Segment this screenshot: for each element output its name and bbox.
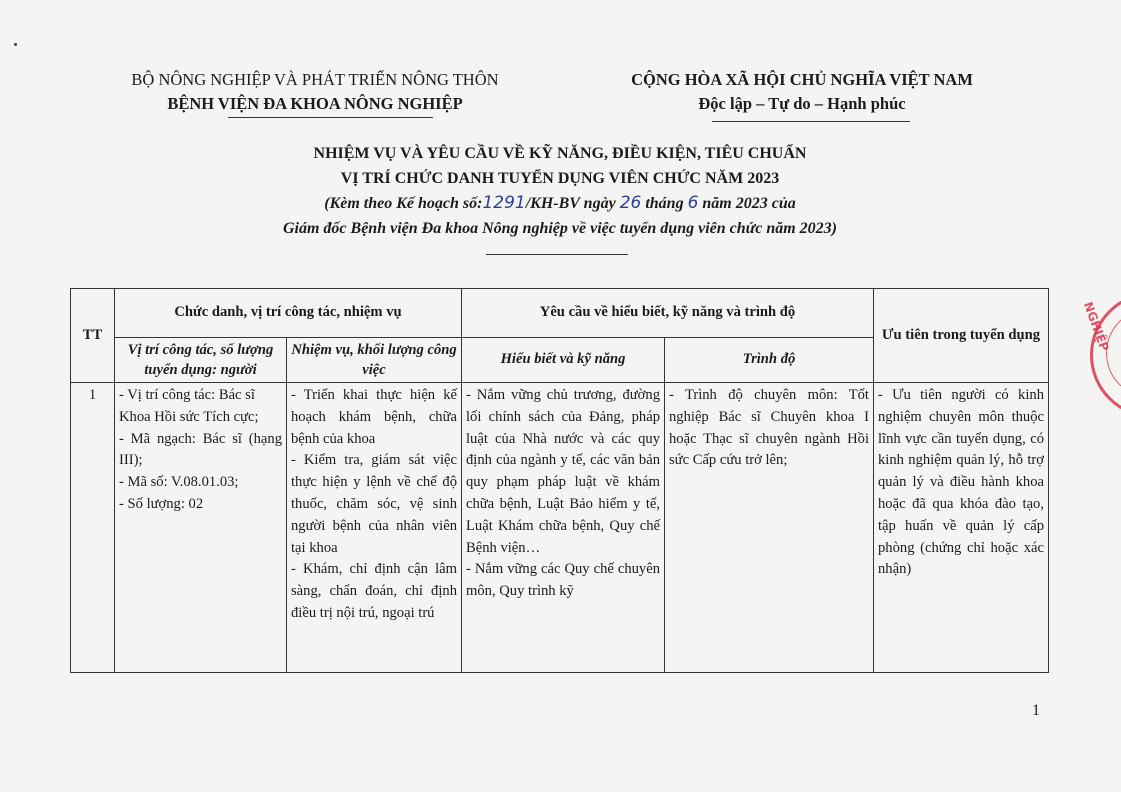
duty-item: - Kiểm tra, giám sát việc thực hiện y lệnh về chế độ thuốc, chăm sóc, vệ sinh người bệnh của nhân viên tại khoa	[291, 452, 457, 556]
position-line: - Số lượng: 02	[119, 495, 204, 512]
header-duties: Nhiệm vụ, khối lượng công việc	[287, 338, 462, 383]
title-line-4: Giám đốc Bệnh viện Đa khoa Nông nghiệp về việc tuyển dụng viên chức năm 2023)	[282, 220, 837, 237]
knowledge-item: - Nắm vững các Quy chế chuyên môn, Quy trình kỹ	[466, 561, 660, 600]
table-header-row-1	[71, 289, 1049, 338]
motto: Độc lập – Tự do – Hạnh phúc	[698, 94, 906, 113]
row-position	[115, 383, 287, 673]
position-line: - Vị trí công tác: Bác sĩ	[119, 387, 255, 403]
title-line-3-a: (Kèm theo Kế hoạch số:	[324, 195, 483, 212]
requirements-table	[70, 288, 1049, 673]
hospital-name: BỆNH VIỆN ĐA KHOA NÔNG NGHIỆP	[167, 94, 463, 113]
handwritten-month: 6	[687, 193, 699, 213]
title-line-3-d: năm 2023 của	[702, 195, 796, 212]
title-line-3	[90, 191, 1030, 216]
position-line: - Mã ngạch: Bác sĩ (hạng III);	[119, 430, 282, 469]
stamp-text: NGHIỆP	[1080, 300, 1112, 354]
header-left	[70, 68, 560, 116]
hospital-underline	[228, 117, 433, 118]
title-underline	[486, 254, 628, 255]
header-priority: Ưu tiên trong tuyển dụng	[874, 289, 1049, 383]
header-tt: TT	[71, 289, 115, 383]
scan-speck	[14, 43, 17, 46]
title-line-2: VỊ TRÍ CHỨC DANH TUYỂN DỤNG VIÊN CHỨC NĂM 2023	[340, 170, 780, 187]
header-right	[592, 68, 1012, 116]
header-requirements-text: Yêu cầu về hiểu biết, kỹ năng và trình độ	[539, 304, 796, 321]
position-line: Khoa Hồi sức Tích cực;	[119, 408, 259, 425]
row-level: - Trình độ chuyên môn: Tốt nghiệp Bác sĩ Chuyên khoa I hoặc Thạc sĩ chuyên ngành Hồi sức Cấp cứu trở lên;	[665, 383, 874, 673]
duty-item: - Khám, chỉ định cận lâm sàng, chẩn đoán, chỉ định điều trị nội trú, ngoại trú	[291, 561, 457, 621]
row-knowledge	[462, 383, 665, 673]
row-priority: - Ưu tiên người có kinh nghiệm chuyên môn thuộc lĩnh vực cần tuyển dụng, có kinh nghiệm quản lý, hỗ trợ quản lý và điều hành khoa hoặc đã qua khóa đào tạo, tập huấn về quản lý cấp phòng (chứng chỉ hoặc xác nhận)	[874, 383, 1049, 673]
handwritten-plan-number: 1291	[482, 193, 526, 213]
header-knowledge: Hiểu biết và kỹ năng	[462, 338, 665, 383]
header-group: Chức danh, vị trí công tác, nhiệm vụ	[115, 289, 462, 338]
knowledge-item: - Nắm vững chủ trương, đường lối chính sách của Đảng, pháp luật của Nhà nước và các quy định của ngành y tế, các văn bản quy phạm pháp luật về khám chữa bệnh, Luật Bảo hiểm y tế, Luật Khám chữa bệnh, Quy chế Bệnh viện…	[466, 387, 660, 556]
page-number: 1	[1032, 702, 1040, 719]
country-name: CỘNG HÒA XÃ HỘI CHỦ NGHĨA VIỆT NAM	[631, 70, 973, 89]
motto-underline	[712, 121, 910, 122]
ministry-name: BỘ NÔNG NGHIỆP VÀ PHÁT TRIỂN NÔNG THÔN	[131, 70, 499, 89]
title-line-3-b: /KH-BV ngày	[525, 195, 616, 212]
title-line-1: NHIỆM VỤ VÀ YÊU CẦU VỀ KỸ NĂNG, ĐIỀU KIỆN, TIÊU CHUẨN	[313, 145, 807, 162]
header-requirements	[462, 289, 874, 338]
document-title	[90, 141, 1030, 241]
title-line-3-c: tháng	[645, 195, 684, 212]
table-row	[71, 383, 1049, 673]
row-duties	[287, 383, 462, 673]
header-position: Vị trí công tác, số lượng tuyển dụng: người	[115, 338, 287, 383]
handwritten-day: 26	[619, 193, 642, 213]
header-level: Trình độ	[665, 338, 874, 383]
row-tt: 1	[71, 383, 115, 673]
position-line: - Mã số: V.08.01.03;	[119, 474, 239, 491]
duty-item: - Triển khai thực hiện kế hoạch khám bệnh, chữa bệnh của khoa	[291, 387, 457, 447]
